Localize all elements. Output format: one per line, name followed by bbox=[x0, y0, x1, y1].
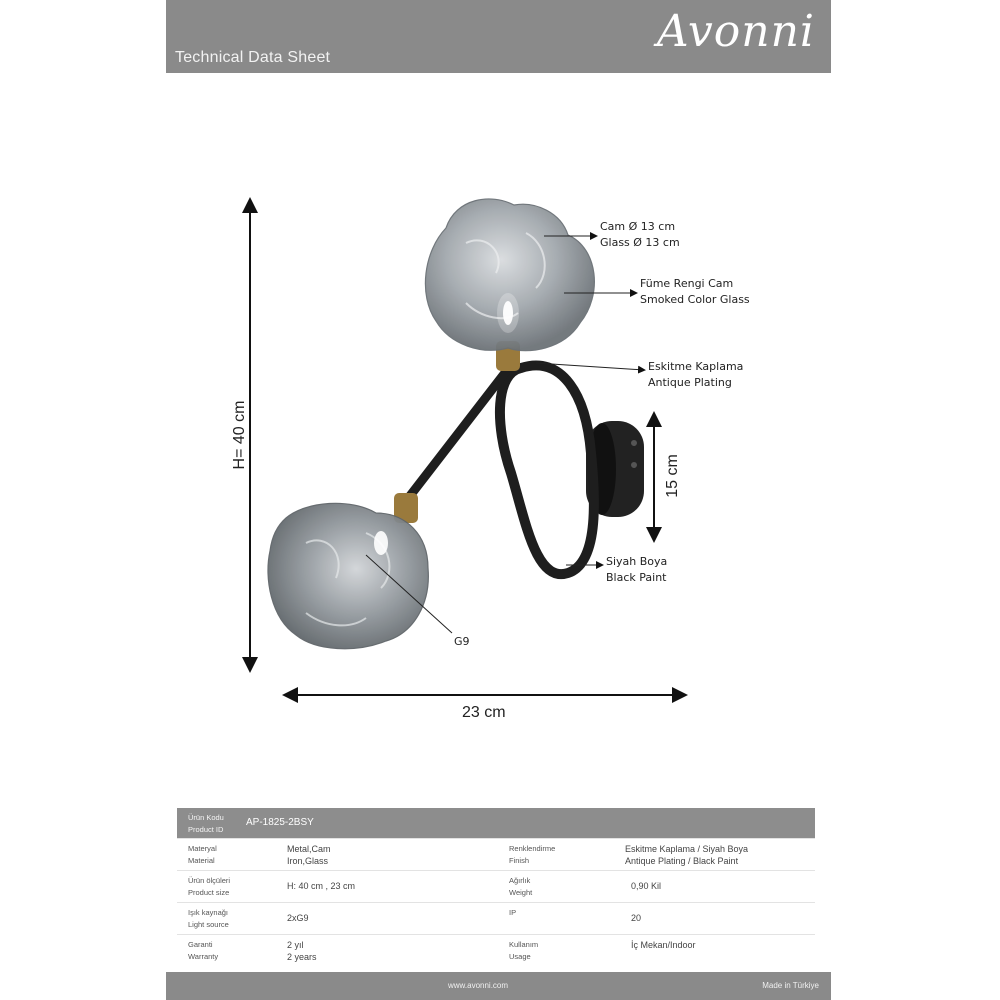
loop-frame bbox=[500, 365, 594, 574]
callout-glass-color: Füme Rengi Cam Smoked Color Glass bbox=[640, 277, 750, 306]
header-bar bbox=[166, 0, 831, 73]
plate-dimension-label: 15 cm bbox=[664, 454, 681, 498]
spec-row: Ürün ölçüleri Product size H: 40 cm , 23 cm Ağırlık Weight 0,90 Kil bbox=[177, 871, 815, 903]
spec-row: Materyal Material Metal,Cam Iron,Glass Renklendirme Finish Eskitme Kaplama / Siyah Boya Antique Plating / Black Paint bbox=[177, 839, 815, 871]
spec-row: Garanti Warranty 2 yıl 2 years Kullanım Usage İç Mekan/Indoor bbox=[188, 940, 696, 962]
width-dimension-label: 23 cm bbox=[462, 704, 506, 721]
lamp-illustration bbox=[166, 73, 831, 793]
spec-row-code: Ürün Kodu Product ID AP-1825-2BSY bbox=[177, 808, 815, 839]
callout-glass-size: Cam Ø 13 cm Glass Ø 13 cm bbox=[600, 220, 680, 249]
callout-plating: Eskitme Kaplama Antique Plating bbox=[648, 360, 744, 389]
spec-row: Işık kaynağı Light source 2xG9 IP 20 bbox=[177, 903, 815, 935]
lamp-arm bbox=[406, 365, 511, 501]
lower-glass-shade bbox=[268, 503, 428, 648]
callout-socket: G9 bbox=[454, 635, 470, 648]
product-code: AP-1825-2BSY bbox=[246, 817, 314, 828]
origin-label: Made in Türkiye bbox=[762, 981, 819, 990]
page-title: Technical Data Sheet bbox=[175, 49, 331, 66]
brand-logo: Avonni bbox=[656, 6, 815, 57]
product-drawing bbox=[166, 73, 831, 793]
callout-paint: Siyah Boya Black Paint bbox=[606, 555, 668, 584]
spec-table bbox=[177, 808, 815, 966]
website-link[interactable]: www.avonni.com bbox=[448, 981, 509, 990]
height-dimension-label: H= 40 cm bbox=[231, 400, 248, 470]
data-sheet bbox=[166, 0, 831, 1000]
footer-bar bbox=[166, 972, 831, 1000]
